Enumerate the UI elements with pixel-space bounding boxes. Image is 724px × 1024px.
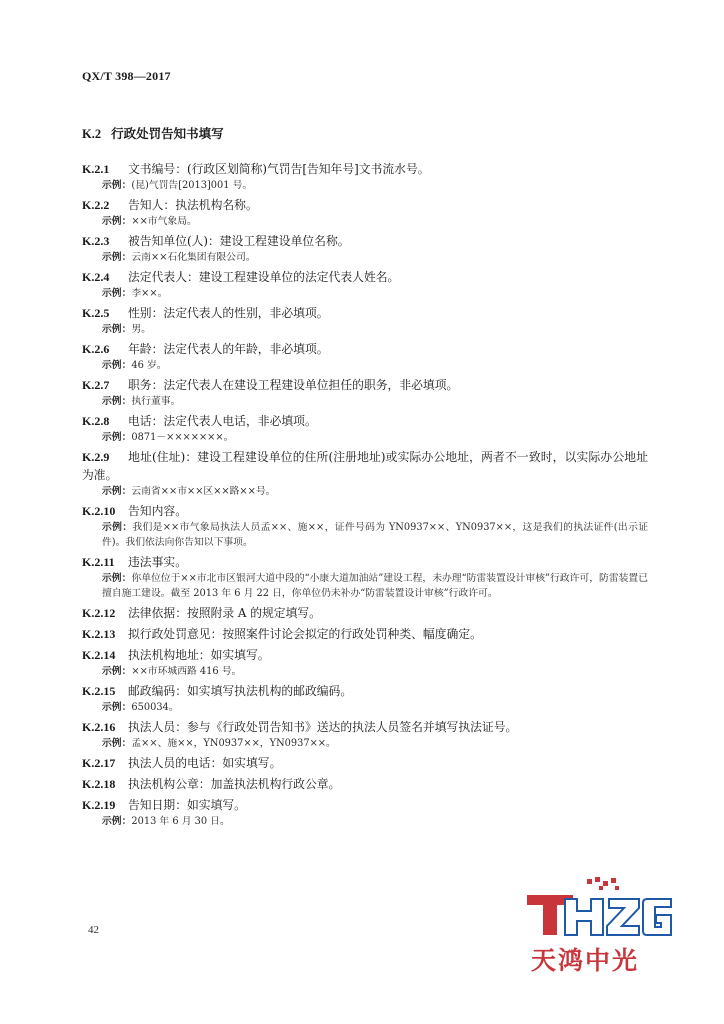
clause-text: 告知日期：如实填写。 (128, 798, 246, 812)
clause-heading (82, 376, 648, 394)
clause-number: K.2.18 (82, 777, 116, 791)
example-label: 示例： (102, 432, 132, 443)
clause-heading (82, 604, 648, 622)
clause-item (82, 646, 648, 679)
clause-number: K.2.2 (82, 198, 110, 212)
clause-number: K.2.1 (82, 162, 110, 176)
clause-number: K.2.11 (82, 555, 115, 569)
clause-text: 告知内容。 (128, 504, 187, 518)
example-label: 示例： (102, 702, 132, 713)
clause-item (82, 376, 648, 409)
clause-text: 电话：法定代表人电话，非必填项。 (128, 414, 317, 428)
clause-item (82, 268, 648, 301)
clause-number: K.2.16 (82, 720, 116, 734)
clause-heading (82, 304, 648, 322)
example-label: 示例： (102, 816, 132, 827)
section-title-text: 行政处罚告知书填写 (111, 126, 224, 141)
clause-example: 示例：0871－×××××××。 (102, 432, 234, 443)
clause-number: K.2.6 (82, 342, 110, 356)
example-label: 示例： (102, 396, 132, 407)
clause-heading (82, 268, 648, 286)
clause-heading (82, 646, 648, 664)
clause-text: 地址(住址)：建设工程建设单位的住所(注册地址)或实际办公地址，两者不一致时，以实际办公地址为准。 (82, 450, 648, 482)
clause-text: 法定代表人：建设工程建设单位的法定代表人姓名。 (128, 270, 400, 284)
clause-item (82, 232, 648, 265)
clause-number: K.2.12 (82, 606, 116, 620)
clause-example: 示例：××市气象局。 (102, 216, 197, 227)
clause-list (82, 160, 648, 832)
clause-text: 文书编号：(行政区划简称)气罚告[告知年号]文书流水号。 (128, 162, 430, 176)
clause-item (82, 304, 648, 337)
clause-text: 职务：法定代表人在建设工程建设单位担任的职务，非必填项。 (128, 378, 459, 392)
clause-heading (82, 718, 648, 736)
clause-heading (82, 754, 648, 772)
clause-example: 示例：2013 年 6 月 30 日。 (102, 816, 230, 827)
example-label: 示例： (102, 252, 132, 263)
example-label: 示例： (102, 216, 132, 227)
clause-number: K.2.3 (82, 234, 110, 248)
example-label: 示例： (102, 288, 132, 299)
clause-number: K.2.9 (82, 450, 110, 464)
clause-text: 年龄：法定代表人的年龄，非必填项。 (128, 342, 329, 356)
clause-item (82, 196, 648, 229)
brand-watermark (525, 875, 675, 975)
clause-heading (82, 796, 648, 814)
clause-text: 执法机构地址：如实填写。 (128, 648, 270, 662)
brand-text: 天鸿中光 (531, 946, 640, 975)
page-number: 42 (88, 924, 99, 936)
clause-heading (82, 412, 648, 430)
clause-item (82, 340, 648, 373)
section-number: K.2 (82, 127, 102, 141)
clause-item (82, 796, 648, 829)
clause-example: 示例：650034。 (102, 702, 179, 713)
hzg-logo-icon (525, 875, 675, 941)
example-label: 示例： (102, 522, 133, 533)
clause-example: 示例：××市环城西路 416 号。 (102, 666, 242, 677)
section-title (82, 124, 224, 142)
clause-heading (82, 502, 648, 520)
clause-example: 示例：孟××、施××，YN0937××，YN0937××。 (102, 738, 336, 749)
clause-example: 示例：我们是××市气象局执法人员孟××、施××，证件号码为 YN0937××、YN0937××，这是我们的执法证件(出示证件)。我们依法向你告知以下事项。 (102, 522, 648, 548)
clause-number: K.2.7 (82, 378, 110, 392)
clause-heading (82, 196, 648, 214)
clause-item (82, 754, 648, 772)
clause-number: K.2.10 (82, 504, 116, 518)
clause-item (82, 448, 648, 499)
clause-item (82, 412, 648, 445)
clause-number: K.2.19 (82, 798, 116, 812)
clause-example: 示例：李××。 (102, 288, 168, 299)
clause-item (82, 553, 648, 601)
clause-item (82, 775, 648, 793)
clause-heading (82, 553, 648, 571)
clause-heading (82, 625, 648, 643)
clause-item (82, 625, 648, 643)
clause-text: 性别：法定代表人的性别，非必填项。 (128, 306, 329, 320)
clause-example: 示例：46 岁。 (102, 360, 167, 371)
example-label: 示例： (102, 180, 132, 191)
example-label: 示例： (102, 573, 132, 584)
clause-text: 法律依据：按照附录 A 的规定填写。 (128, 606, 321, 620)
clause-example: 示例：云南××石化集团有限公司。 (102, 252, 256, 263)
clause-heading (82, 775, 648, 793)
example-label: 示例： (102, 360, 132, 371)
clause-example: 示例：男。 (102, 324, 151, 335)
clause-example: 示例：你单位位于××市北市区银河大道中段的“小康大道加油站”建设工程，未办理“防雷装置设计审核”行政许可，防雷装置已擅自施工建设。截至 2013 年 6 月 22 日，你单位仍未补办“防雷装置设计审核”行政许可。 (102, 573, 649, 599)
clause-example: 示例：执行董事。 (102, 396, 181, 407)
clause-item (82, 160, 648, 193)
clause-example: 示例：(昆)气罚告[2013]001 号。 (102, 180, 253, 191)
clause-item (82, 604, 648, 622)
clause-heading (82, 682, 648, 700)
example-label: 示例： (102, 324, 132, 335)
clause-number: K.2.4 (82, 270, 110, 284)
clause-number: K.2.15 (82, 684, 116, 698)
clause-heading (82, 448, 648, 484)
example-label: 示例： (102, 738, 132, 749)
clause-item (82, 718, 648, 751)
clause-text: 拟行政处罚意见：按照案件讨论会拟定的行政处罚种类、幅度确定。 (128, 627, 482, 641)
clause-text: 执法人员：参与《行政处罚告知书》送达的执法人员签名并填写执法证号。 (128, 720, 518, 734)
clause-heading (82, 232, 648, 250)
clause-heading (82, 340, 648, 358)
clause-text: 执法机构公章：加盖执法机构行政公章。 (128, 777, 341, 791)
example-label: 示例： (102, 486, 132, 497)
clause-number: K.2.14 (82, 648, 116, 662)
clause-number: K.2.17 (82, 756, 116, 770)
clause-heading (82, 160, 648, 178)
standard-code: QX/T 398—2017 (82, 69, 171, 83)
clause-text: 邮政编码：如实填写执法机构的邮政编码。 (128, 684, 353, 698)
clause-example: 示例：云南省××市××区××路××号。 (102, 486, 276, 497)
clause-number: K.2.8 (82, 414, 110, 428)
clause-item (82, 502, 648, 550)
clause-text: 执法人员的电话：如实填写。 (128, 756, 282, 770)
clause-text: 违法事实。 (128, 555, 187, 569)
clause-text: 告知人：执法机构名称。 (128, 198, 258, 212)
example-label: 示例： (102, 666, 132, 677)
clause-item (82, 682, 648, 715)
clause-number: K.2.5 (82, 306, 110, 320)
clause-text: 被告知单位(人)：建设工程建设单位名称。 (128, 234, 350, 248)
clause-number: K.2.13 (82, 627, 116, 641)
